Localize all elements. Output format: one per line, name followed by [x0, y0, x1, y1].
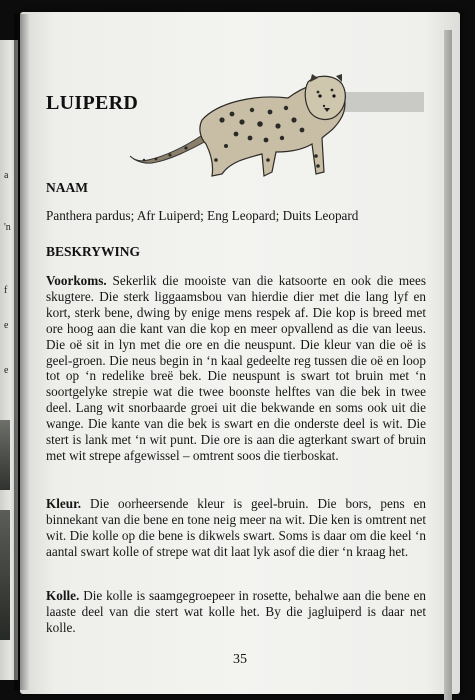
leopard-illustration: [126, 68, 350, 190]
section-heading-beskrywing: BESKRYWING: [46, 244, 141, 259]
facing-page-text: a: [4, 170, 9, 181]
page-title: LUIPERD: [46, 92, 139, 114]
facing-page-photo: [0, 420, 10, 490]
paragraph-body: Sekerlik die mooiste van die katsoorte en ook die mees skugtere. Die sterk liggaamsbou van hierdie dier met die lang lyf en kort, sterk bene, dwing by enige mens respek af. Die kop is breed met ore hoog aan die kant van die kop en meer opvallend as die van leeus. Die oë sit in lyn met die ore en die neuspunt. Die kleur van die oë is geel-groen. Die neus begin in ‘n kaal gedeelte reg tussen die oë en loop tot op ‘n redelike breë bek. Die neuspunt is swart tot bruin met ‘n soortgelyke strepie wat die twee boonste helftes van die bek in twee deel. Lang wit snorbaarde groei uit die bekwande en soms ook uit die wange. Die kante van die bek is swart en die onderste deel is wit. Die stert is lank met ‘n wit punt. Die ore is aan die agterkant swart of bruin met wit strepe afgewissel – omtrent soos die tierboskat.: [46, 273, 426, 463]
facing-page-photo: [0, 510, 10, 640]
paragraph-lead: Kleur.: [46, 496, 82, 511]
paragraph-lead: Voorkoms.: [46, 273, 107, 288]
scientific-names: Panthera pardus; Afr Luiperd; Eng Leopard; Duits Leopard: [46, 208, 359, 223]
page-number: 35: [233, 652, 247, 667]
facing-page-text: e: [4, 365, 9, 376]
paragraph-kolle: [46, 588, 426, 636]
paragraph-voorkoms: [46, 273, 426, 464]
paragraph-lead: Kolle.: [46, 588, 80, 603]
paragraph-body: Die kolle is saamgegroepeer in rosette, behalwe aan die bene en laaste deel van die stert wat kolle het. By die jagluiperd is daar net kolle.: [46, 588, 426, 635]
paragraph-body: Die oorheersende kleur is geel-bruin. Die bors, pens en binnekant van die bene en tone neig meer na wit. Die ken is omtrent net wit. Die kolle op die bene is dikwels swart. Soms is daar om die keel ‘n aantal swart kolle of strepe wat dit laat lyk asof die dier ‘n kraag het.: [46, 496, 426, 559]
facing-page-text: 'n: [4, 222, 11, 233]
spine-shadow: [14, 14, 30, 690]
facing-page-text: e: [4, 320, 9, 331]
page-edge: [444, 30, 452, 700]
paragraph-kleur: [46, 496, 426, 560]
facing-page-text: f: [4, 285, 8, 296]
section-heading-naam: NAAM: [46, 180, 88, 195]
book-page: [20, 12, 460, 694]
